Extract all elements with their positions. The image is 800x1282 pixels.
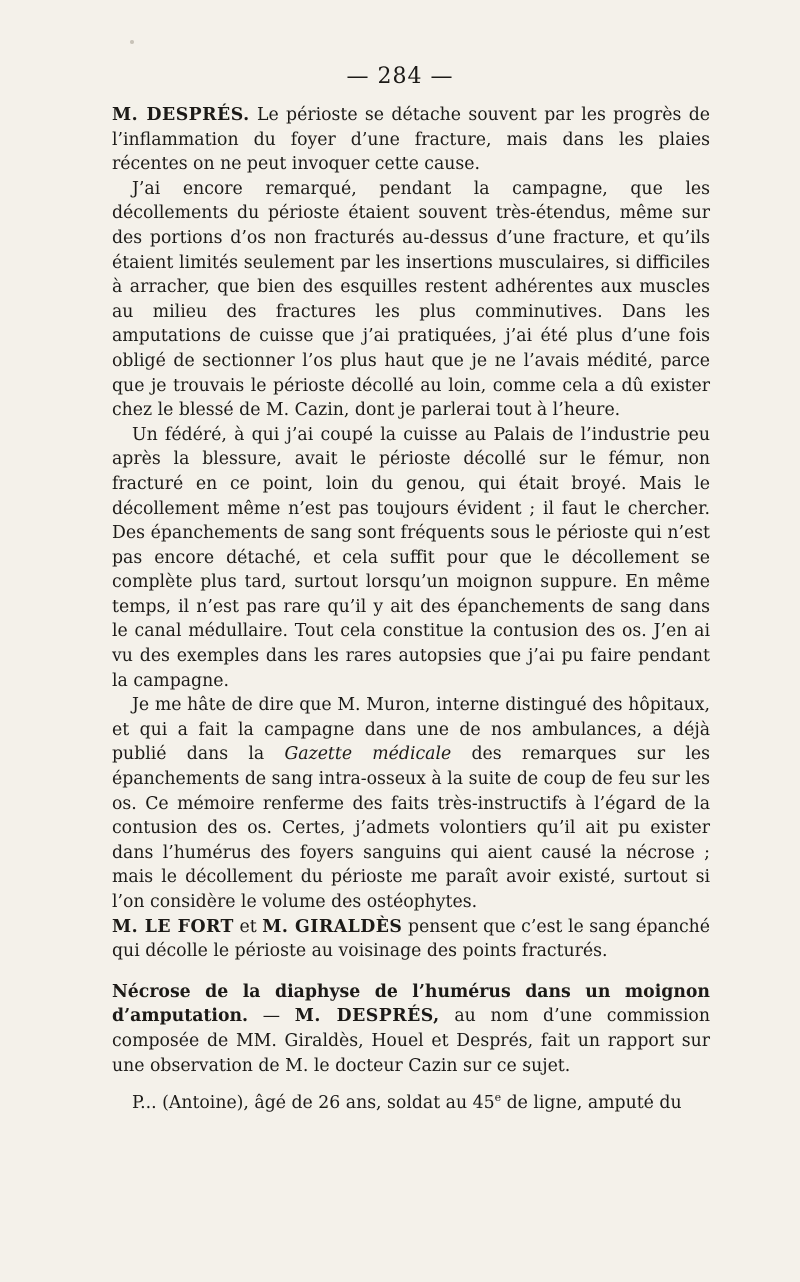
paragraph-4 [112,693,710,914]
journal-title: Gazette médicale [284,744,452,765]
section-gap [112,964,710,980]
paragraph-text: Le périoste se détache souvent par les progrès de l’inflammation du foyer d’une fracture, mais dans les plaies récentes on ne peut invoquer cette cause. [112,105,710,175]
paragraph-text: de ligne, amputé du [501,1092,682,1113]
paper-speck [130,40,134,44]
paragraph-6 [112,980,710,1078]
ordinal-superscript: e [494,1091,502,1105]
paragraph-text: Un fédéré, à qui j’ai coupé la cuisse au Palais de l’industrie peu après la blessure, avait le périoste décollé sur le fémur, non fracturé en ce point, loin du genou, qui était broyé. Mais le décollement même n’est pas toujours évident ; il faut le chercher. Des épanchements de sang sont fréquents sous le périoste qui n’est pas encore détaché, et cela suffit pour que le décollement se complète plus tard, surtout lorsqu’un moignon suppure. En même temps, il n’est pas rare qu’il y ait des épanchements de sang dans le canal médullaire. Tout cela constitue la contusion des os. J’en ai vu des exemples dans les rares autopsies que j’ai pu faire pendant la campagne. [112,424,710,691]
paragraph-5 [112,915,710,964]
speaker-name: M. GIRALDÈS [262,916,403,937]
speaker-name: M. DESPRÉS, [294,1006,440,1027]
paragraph-2 [112,177,710,423]
paragraph-1 [112,103,710,177]
dash: — [248,1006,295,1027]
paragraph-7 [112,1086,710,1115]
paragraph-3 [112,423,710,694]
speaker-name: M. DESPRÉS. [112,105,250,125]
section-heading: Nécrose de la diaphyse de l’humérus dans un moignon d’amputation. [112,981,710,1027]
section-gap [112,1078,710,1086]
paragraph-text: au nom d’une commission composée de MM. Giraldès, Houel et Després, fait un rapport sur une observation de M. le docteur Cazin sur ce sujet. [112,1006,710,1076]
paragraph-text: pensent que c’est le sang épanché qui décolle le périoste au voisinage des points fracturés. [112,916,710,962]
conjunction: et [233,916,263,937]
paragraph-text: P... (Antoine), âgé de 26 ans, soldat au 45 [132,1092,495,1113]
paragraph-text: des remarques sur les épanchements de sang intra-osseux à la suite de coup de feu sur les os. Ce mémoire renferme des faits très-instructifs à l’égard de la contusion des os. Certes, j’admets volontiers qu’il ait pu exister dans l’humérus des foyers sanguins qui aient causé la nécrose ; mais le décollement du périoste me paraît avoir existé, surtout si l’on considère le volume des ostéophytes. [112,744,710,912]
body-text [112,103,710,1116]
paragraph-text: J’ai encore remarqué, pendant la campagne, que les décollements du périoste étaient souvent très-étendus, même sur des portions d’os non fracturés au-dessus d’une fracture, et qu’ils étaient limités seulement par les insertions musculaires, si difficiles à arracher, que bien des esquilles restent adhérentes aux muscles au milieu des fractures les plus comminutives. Dans les amputations de cuisse que j’ai pratiquées, j’ai été plus d’une fois obligé de sectionner l’os plus haut que je ne l’avais médité, parce que je trouvais le périoste décollé au loin, comme cela a dû exister chez le blessé de M. Cazin, dont je parlerai tout à l’heure. [112,178,710,421]
speaker-name: M. LE FORT [112,916,234,937]
page-number: — 284 — [346,64,454,89]
paragraph-text: Je me hâte de dire que M. Muron, interne distingué des hôpitaux, et qui a fait la campagne dans une de nos ambulances, a déjà publié dans la [112,695,710,765]
